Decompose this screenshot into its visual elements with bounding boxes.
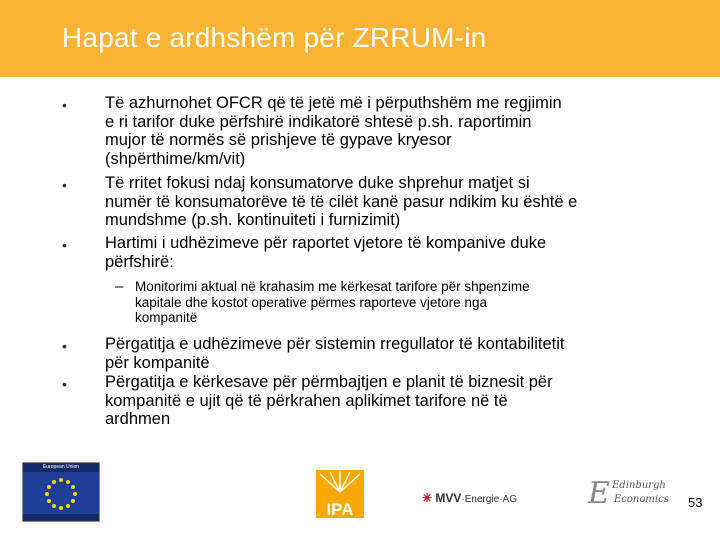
bullet-marker: • [62,97,67,113]
ee-line2: Economics [614,494,669,505]
ipa-logo [316,470,364,518]
eu-logo-bottom-strip [23,514,99,521]
page-number: 53 [688,495,703,510]
ipa-sun-icon [316,470,364,518]
bullet-line: ardhmen [105,410,171,428]
bullet-line: Përgatitja e kërkesave për përmbajtjen e planit të biznesit për [105,373,553,391]
slide-title: Hapat e ardhshëm për ZRRUM-in [62,22,487,53]
bullet-marker: • [62,338,67,354]
bullet-line: për kompanitë [105,353,210,372]
ee-line1: Edinburgh [612,480,666,491]
eu-logo-caption: European Union [23,463,99,472]
bullet-text [105,373,675,429]
bullet-text [105,174,675,230]
bullet-line: (shpërthime/km/vit) [105,149,246,168]
mvv-star-icon: ✳ [422,491,433,505]
sub-bullet-line: kompanitë [135,310,198,325]
sub-bullet-marker: – [115,278,124,295]
bullet-marker: • [62,177,67,193]
edinburgh-economics-logo [588,476,669,512]
bullet-line: mundshme (p.sh. kontinuiteti i furnizimit) [105,211,401,229]
bullet-line: kompanitë e ujit që të përkrahen aplikimet tarifore në të [105,391,508,410]
bullet-text [105,234,675,271]
eu-flag-logo [22,462,100,522]
mvv-suffix: ·Energie·AG [461,494,517,505]
ee-initial: E [588,476,610,511]
bullet-line: Të azhurnohet OFCR që të jetë më i përputhshëm me regjimin [105,94,562,112]
mvv-energie-logo [422,491,517,505]
bullet-marker: • [62,237,67,253]
eu-stars-icon [23,472,99,514]
bullet-line: Të rritet fokusi ndaj konsumatorve duke shprehur matjet si [105,174,530,192]
sub-bullet-line: kapitale dhe kostot operative përmes raporteve vjetore nga [135,294,487,310]
bullet-line: Përgatitja e udhëzimeve për sistemin rregullator të kontabilitetit [105,335,565,353]
sub-bullet-text [135,279,680,326]
bullet-line: e ri tarifor duke përfshirë indikatorë shtesë p.sh. raportimin [105,112,532,131]
bullet-line: përfshirë: [105,252,174,271]
ipa-label: IPA [326,500,354,518]
bullet-line: mujor të normës së prishjeve të gypave kryesor [105,131,452,149]
bullet-line: Hartimi i udhëzimeve për raportet vjetore të kompanive duke [105,234,547,252]
bullet-text [105,335,675,372]
mvv-name: MVV [435,491,462,505]
bullet-text [105,94,675,168]
bullet-marker: • [62,376,67,392]
sub-bullet-line: Monitorimi aktual në krahasim me kërkesat tarifore për shpenzime [135,279,530,294]
bullet-line: numër të konsumatorëve të të cilët kanë pasur ndikim ku është e [105,192,578,211]
